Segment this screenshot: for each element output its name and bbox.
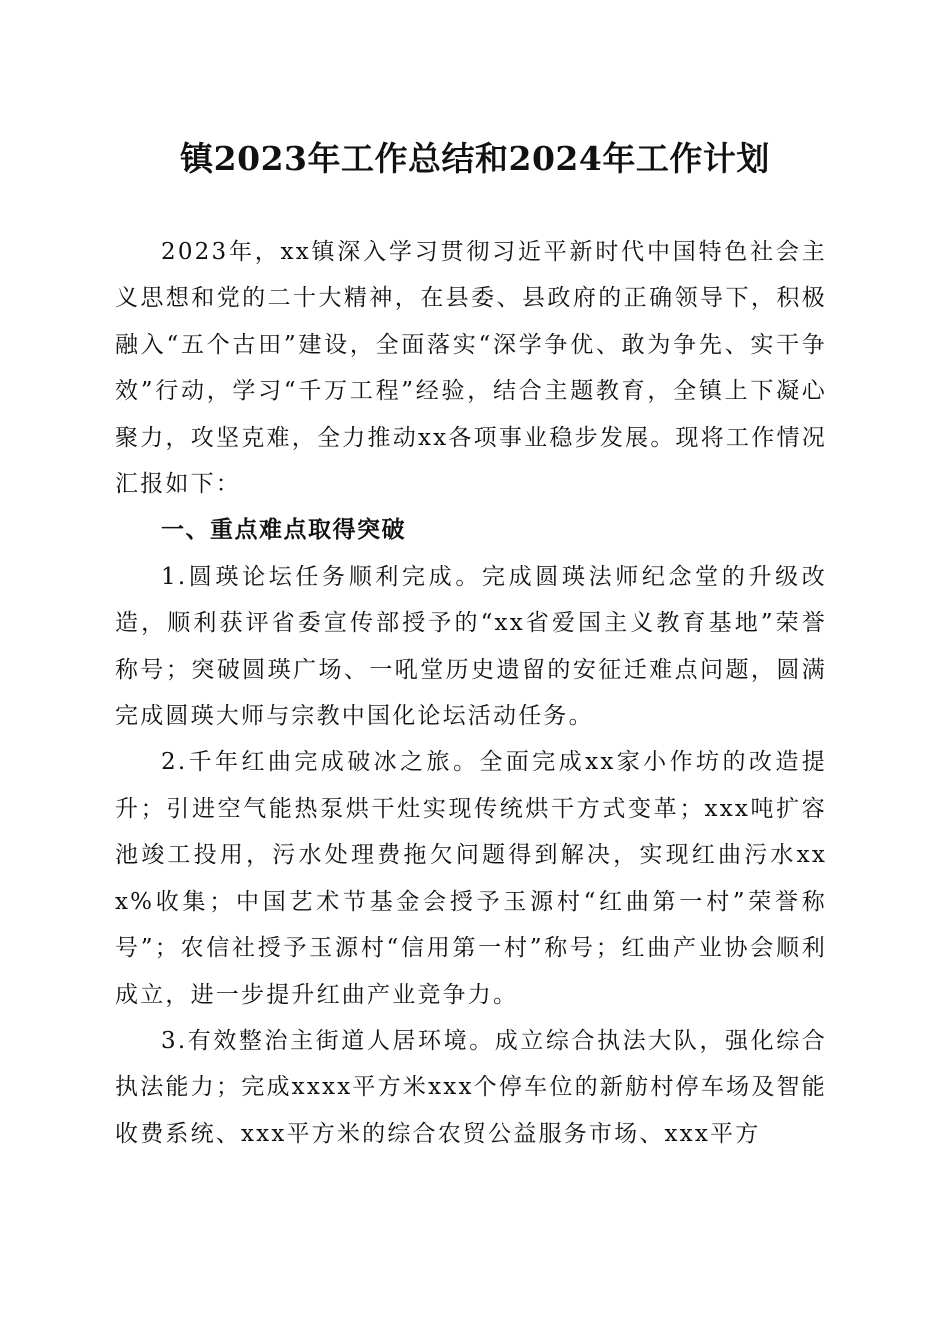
section-heading-1: 一、重点难点取得突破 (161, 517, 406, 544)
document-body (115, 229, 827, 1157)
item-paragraph-3: 3.有效整治主街道人居环境。成立综合执法大队，强化综合执法能力；完成xxxx平方米xxx个停车位的新舫村停车场及智能收费系统、xxx平方米的综合农贸公益服务市场、xxx平方 (115, 1027, 827, 1147)
document-title: 镇2023年工作总结和2024年工作计划 (180, 139, 770, 178)
item-paragraph-1: 1.圆瑛论坛任务顺利完成。完成圆瑛法师纪念堂的升级改造，顺利获评省委宣传部授予的“xx省爱国主义教育基地”荣誉称号；突破圆瑛广场、一吼堂历史遗留的安征迁难点问题，圆满完成圆瑛大师与宗教中国化论坛活动任务。 (115, 563, 827, 730)
intro-paragraph: 2023年，xx镇深入学习贯彻习近平新时代中国特色社会主义思想和党的二十大精神，在县委、县政府的正确领导下，积极融入“五个古田”建设，全面落实“深学争优、敢为争先、实干争效”行动，学习“千万工程”经验，结合主题教育，全镇上下凝心聚力，攻坚克难，全力推动xx各项事业稳步发展。现将工作情况汇报如下： (115, 239, 827, 498)
item-paragraph-2: 2.千年红曲完成破冰之旅。全面完成xx家小作坊的改造提升；引进空气能热泵烘干灶实现传统烘干方式变革；xxx吨扩容池竣工投用，污水处理费拖欠问题得到解决，实现红曲污水xxx%收集；中国艺术节基金会授予玉源村“红曲第一村”荣誉称号”；农信社授予玉源村“信用第一村”称号；红曲产业协会顺利成立，进一步提升红曲产业竞争力。 (115, 749, 827, 1008)
